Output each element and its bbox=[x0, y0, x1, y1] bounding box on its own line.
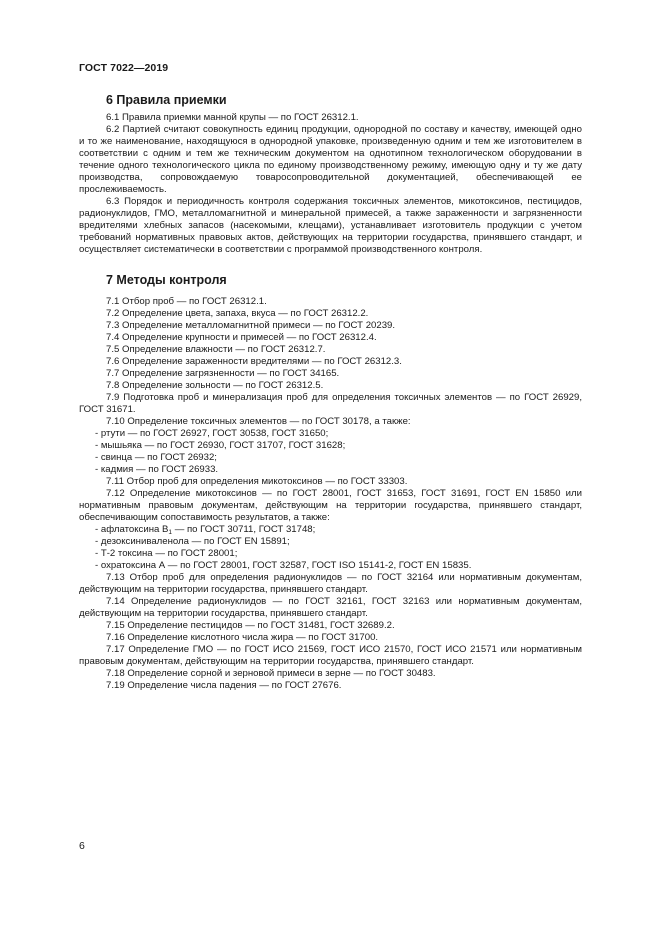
toxic-item-mercury: - ртути — по ГОСТ 26927, ГОСТ 30538, ГОСТ 31650; bbox=[79, 428, 582, 440]
item-7-3: 7.3 Определение металломагнитной примеси — по ГОСТ 20239. bbox=[106, 320, 396, 331]
item-7-14: 7.14 Определение радионуклидов — по ГОСТ 32161, ГОСТ 32163 или нормативным документам, действующим на территории государства, принявшего стандарт. bbox=[79, 596, 582, 619]
paragraph-6-1: 6.1 Правила приемки манной крупы — по ГОСТ 26312.1. bbox=[106, 112, 359, 123]
item-7-4: 7.4 Определение крупности и примесей — по ГОСТ 26312.4. bbox=[106, 332, 377, 343]
myco-item-don: - дезоксиниваленола — по ГОСТ EN 15891; bbox=[79, 536, 582, 548]
toxic-item-lead: - свинца — по ГОСТ 26932; bbox=[79, 452, 582, 464]
item-7-13: 7.13 Отбор проб для определения радионуклидов — по ГОСТ 32164 или нормативным документам, действующим на территории государства, принявшего стандарт. bbox=[79, 572, 582, 595]
item-7-7: 7.7 Определение загрязненности — по ГОСТ 34165. bbox=[106, 368, 340, 379]
toxic-item-arsenic: - мышьяка — по ГОСТ 26930, ГОСТ 31707, ГОСТ 31628; bbox=[79, 440, 582, 452]
section-6-body bbox=[79, 112, 582, 256]
section-6-title: 6 Правила приемки bbox=[106, 93, 227, 107]
myco-item-aflatoxin bbox=[79, 524, 582, 536]
item-7-9: 7.9 Подготовка проб и минерализация проб для определения токсичных элементов — по ГОСТ 26929, ГОСТ 31671. bbox=[79, 392, 582, 415]
item-7-19: 7.19 Определение числа падения — по ГОСТ 27676. bbox=[106, 680, 342, 691]
myco-item-ochratoxin: - охратоксина А — по ГОСТ 28001, ГОСТ 32587, ГОСТ ISO 15141-2, ГОСТ EN 15835. bbox=[79, 560, 582, 572]
aflatoxin-label: афлатоксина B bbox=[100, 524, 169, 535]
aflatoxin-standards: — по ГОСТ 30711, ГОСТ 31748; bbox=[172, 524, 316, 535]
item-7-5: 7.5 Определение влажности — по ГОСТ 26312.7. bbox=[106, 344, 326, 355]
item-7-1: 7.1 Отбор проб — по ГОСТ 26312.1. bbox=[106, 296, 267, 307]
item-7-16: 7.16 Определение кислотного числа жира — по ГОСТ 31700. bbox=[106, 632, 379, 643]
item-7-6: 7.6 Определение зараженности вредителями — по ГОСТ 26312.3. bbox=[106, 356, 402, 367]
item-7-2: 7.2 Определение цвета, запаха, вкуса — по ГОСТ 26312.2. bbox=[106, 308, 369, 319]
document-header: ГОСТ 7022—2019 bbox=[79, 62, 169, 74]
paragraph-6-3: 6.3 Порядок и периодичность контроля содержания токсичных элементов, микотоксинов, пестицидов, радионуклидов, ГМО, металломагнитной и минеральной примесей, а также зараженности и загрязненности вредителями хлебных запасов (насекомыми, клещами), устанавливает изготовитель продукции с учетом требований нормативных правовых актов, действующих на территории государства, принявшего стандарт, и осуществляет систематически в соответствии с программой производственного контроля. bbox=[79, 196, 582, 255]
item-7-8: 7.8 Определение зольности — по ГОСТ 26312.5. bbox=[106, 380, 324, 391]
item-7-17: 7.17 Определение ГМО — по ГОСТ ИСО 21569, ГОСТ ИСО 21570, ГОСТ ИСО 21571 или нормативным правовым документам, действующим на территории государства, принявшего стандарт. bbox=[79, 644, 582, 667]
document-body bbox=[79, 90, 582, 692]
paragraph-6-2: 6.2 Партией считают совокупность единиц продукции, однородной по составу и качеству, имеющей одно и то же наименование, находящуюся в однородной упаковке, произведенную одним и тем же изготовителем в соответствии с одним и тем же техническим документом на однотипном технологическом оборудовании в течение одного технологического цикла по единому производственному режиму, имеющую одну и ту же дату производства, сопровождаемую товаросопроводительной документацией, обеспечивающей ее прослеживаемость. bbox=[79, 124, 582, 195]
section-7-body bbox=[79, 296, 582, 692]
aflatoxin-subscript: 1 bbox=[168, 529, 173, 536]
item-7-18: 7.18 Определение сорной и зерновой примеси в зерне — по ГОСТ 30483. bbox=[106, 668, 436, 679]
item-7-10: 7.10 Определение токсичных элементов — по ГОСТ 30178, а также: bbox=[106, 416, 411, 427]
section-7-title: 7 Методы контроля bbox=[106, 273, 227, 287]
item-7-15: 7.15 Определение пестицидов — по ГОСТ 31481, ГОСТ 32689.2. bbox=[106, 620, 395, 631]
item-7-12: 7.12 Определение микотоксинов — по ГОСТ 28001, ГОСТ 31653, ГОСТ 31691, ГОСТ EN 15850 или нормативным правовым документам, действующим на территории государства, принявшего стандарт, обеспечивающим сопоставимость результатов, а также: bbox=[79, 488, 582, 523]
toxic-item-cadmium: - кадмия — по ГОСТ 26933. bbox=[79, 464, 582, 476]
page-number: 6 bbox=[79, 840, 85, 852]
myco-item-t2: - Т-2 токсина — по ГОСТ 28001; bbox=[79, 548, 582, 560]
item-7-11: 7.11 Отбор проб для определения микотоксинов — по ГОСТ 33303. bbox=[106, 476, 408, 487]
